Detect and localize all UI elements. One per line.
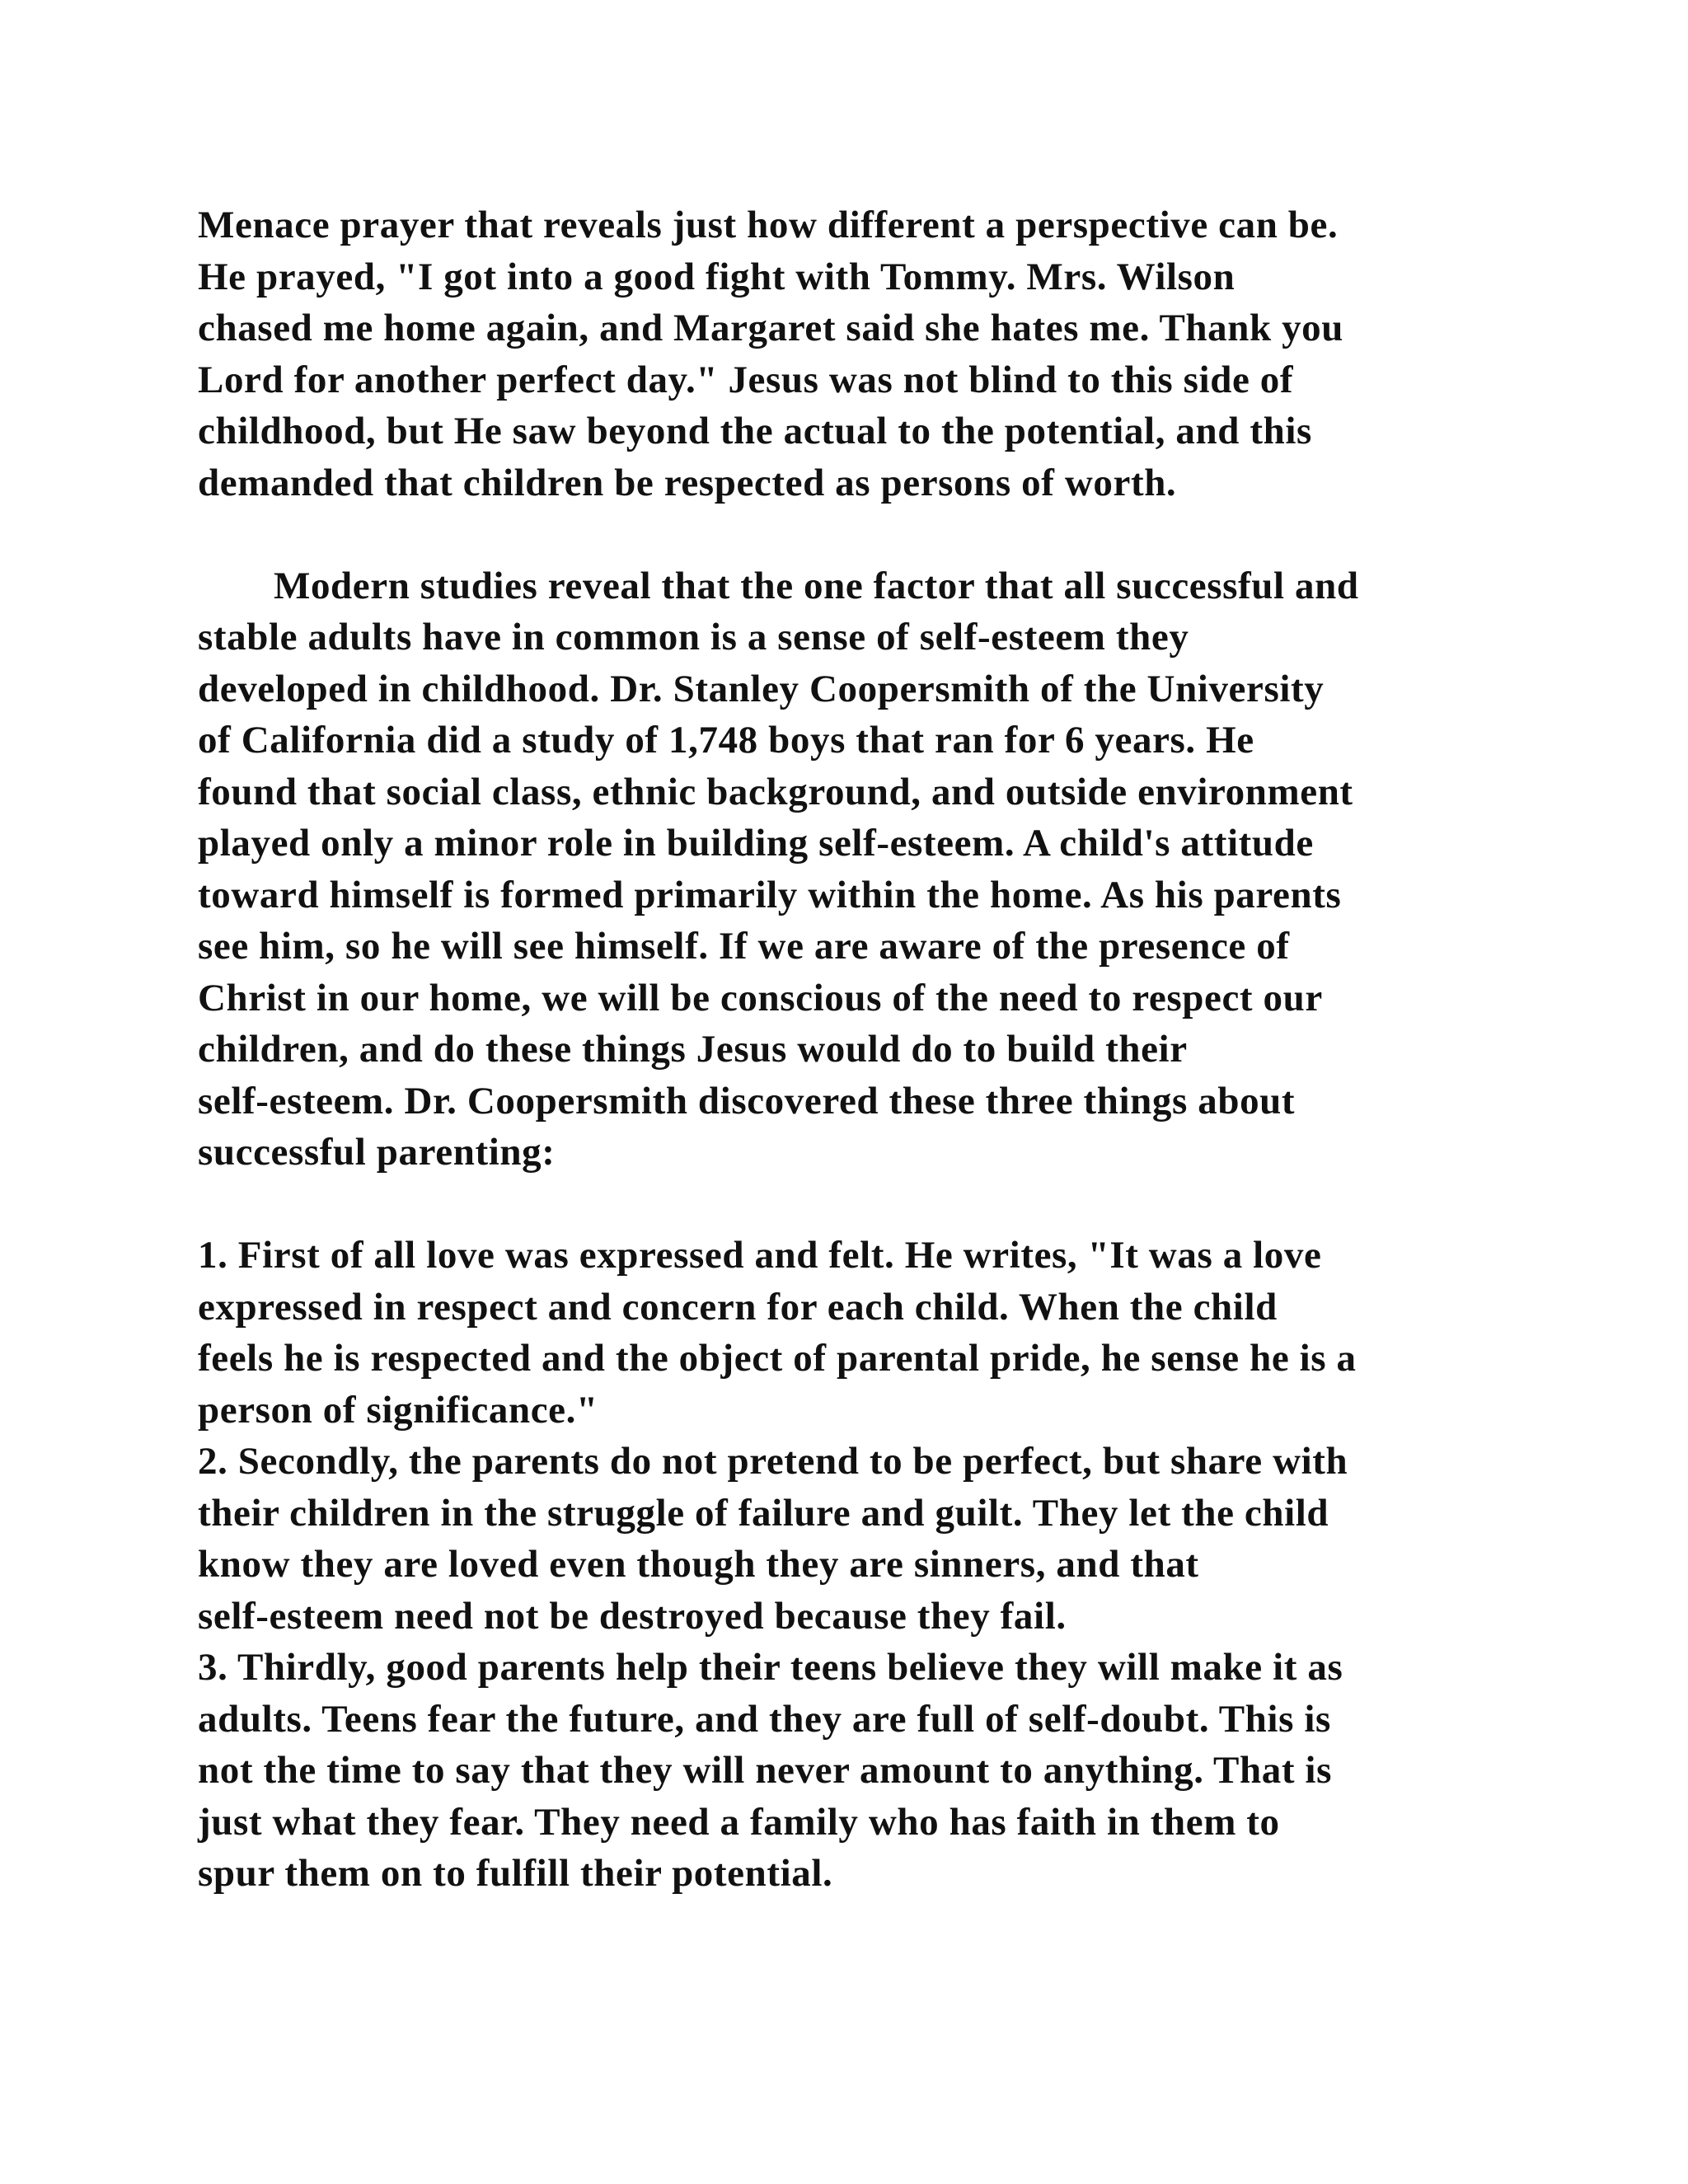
paragraph-spacer	[198, 509, 1500, 560]
text-line: of California did a study of 1,748 boys that ran for 6 years. He	[198, 719, 1254, 762]
text-line: self-esteem need not be destroyed because they fail.	[198, 1594, 1067, 1638]
text-line: spur them on to fulfill their potential.	[198, 1852, 833, 1895]
text-line: feels he is respected and the object of parental pride, he sense he is a	[198, 1337, 1357, 1380]
text-line: their children in the struggle of failure and guilt. They let the child	[198, 1491, 1329, 1535]
text-line: Lord for another perfect day." Jesus was not blind to this side of	[198, 358, 1294, 401]
text-line: successful parenting:	[198, 1131, 556, 1174]
text-line: see him, so he will see himself. If we are aware of the presence of	[198, 925, 1290, 968]
text-line: demanded that children be respected as persons of worth.	[198, 461, 1177, 504]
text-line: expressed in respect and concern for each child. When the child	[198, 1285, 1278, 1329]
text-line: He prayed, "I got into a good fight with Tommy. Mrs. Wilson	[198, 255, 1236, 298]
body-text	[198, 199, 1500, 1900]
text-line: Menace prayer that reveals just how different a perspective can be.	[198, 204, 1339, 246]
text-line: 2. Secondly, the parents do not pretend to be perfect, but share with	[198, 1440, 1348, 1483]
text-line: childhood, but He saw beyond the actual to the potential, and this	[198, 410, 1312, 452]
text-line: not the time to say that they will never amount to anything. That is	[198, 1749, 1332, 1792]
text-line: played only a minor role in building self-esteem. A child's attitude	[198, 822, 1314, 865]
text-line: know they are loved even though they are sinners, and that	[198, 1543, 1199, 1586]
text-line: Christ in our home, we will be conscious of the need to respect our	[198, 976, 1323, 1019]
text-line: adults. Teens fear the future, and they are full of self-doubt. This is	[198, 1697, 1331, 1741]
paragraph-spacer	[198, 1179, 1500, 1230]
text-line: 3. Thirdly, good parents help their teens believe they will make it as	[198, 1646, 1343, 1689]
text-line: chased me home again, and Margaret said she hates me. Thank you	[198, 307, 1344, 349]
text-line: toward himself is formed primarily within the home. As his parents	[198, 873, 1342, 916]
numbered-points	[198, 1230, 1500, 1900]
text-line: self-esteem. Dr. Coopersmith discovered these three things about	[198, 1079, 1296, 1122]
text-line: children, and do these things Jesus would do to build their	[198, 1028, 1188, 1071]
paragraph-self-esteem	[198, 560, 1500, 1179]
text-line: developed in childhood. Dr. Stanley Coopersmith of the University	[198, 667, 1325, 710]
text-line: person of significance."	[198, 1388, 598, 1432]
paragraph-perspective	[198, 199, 1500, 509]
text-line: Modern studies reveal that the one factor that all successful and	[274, 564, 1359, 607]
text-line: stable adults have in common is a sense of self-esteem they	[198, 616, 1189, 658]
text-line: 1. First of all love was expressed and felt. He writes, "It was a love	[198, 1234, 1322, 1277]
text-line: found that social class, ethnic background, and outside environment	[198, 770, 1353, 813]
text-line: just what they fear. They need a family who has faith in them to	[198, 1800, 1280, 1844]
